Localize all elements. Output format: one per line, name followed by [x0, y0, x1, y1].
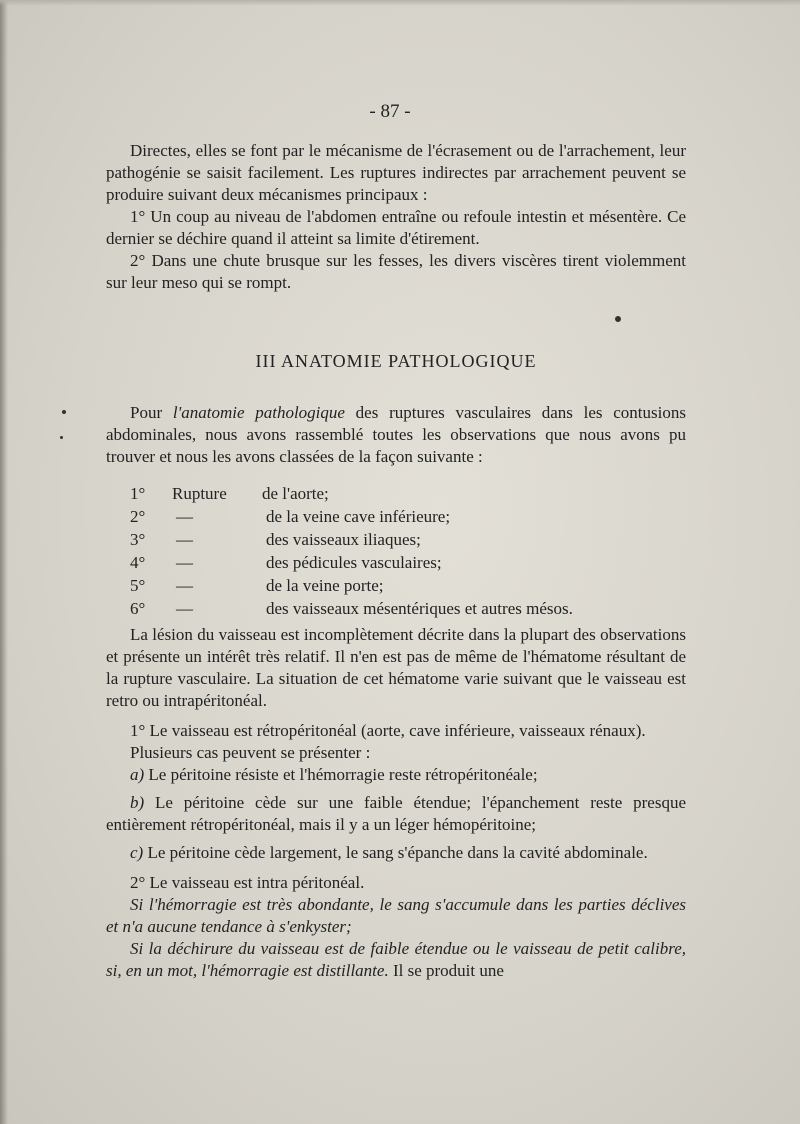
- list-dash: —: [176, 576, 193, 595]
- list-item: [130, 597, 686, 620]
- list-number: 1°: [130, 484, 146, 503]
- case-item: [106, 792, 686, 836]
- paragraph: [106, 938, 686, 982]
- case-item: [106, 764, 686, 786]
- paragraph: [106, 402, 686, 468]
- list-label: de la veine porte;: [266, 576, 384, 595]
- spacer: [106, 864, 686, 872]
- list-dash: Rupture: [172, 484, 227, 503]
- italic-text: Si la déchirure du vaisseau est de faible étendue ou le vaisseau de petit calibre, si, en un mot, l'hémorragie est distillante.: [106, 939, 686, 980]
- list-dash: —: [176, 599, 193, 618]
- list-item: [130, 505, 686, 528]
- list-dash: —: [176, 553, 193, 572]
- list-number: 2°: [130, 507, 146, 526]
- trailing-text: Il se produit une: [388, 961, 504, 980]
- paragraph: 1° Un coup au niveau de l'abdomen entraîne ou refoule intestin et mésentère. Ce dernier se déchire quand il atteint sa limite d'étirement.: [106, 207, 686, 248]
- paragraph: Plusieurs cas peuvent se présenter :: [130, 743, 371, 762]
- list-item: [130, 551, 686, 574]
- list-item: [130, 574, 686, 597]
- lead-italic: l'anatomie pathologique: [172, 403, 345, 422]
- case-text: Le péritoine cède largement, le sang s'épanche dans la cavité abdominale.: [147, 843, 648, 862]
- list-number: 5°: [130, 576, 146, 595]
- case-letter: c): [130, 843, 144, 862]
- lead-text: des ruptures vasculaires dans les contusions abdominales, nous avons rassemblé toutes les observations que nous avons pu trouver et nous les avons classées de la façon suivante :: [106, 403, 686, 466]
- list-label: des pédicules vasculaires;: [266, 553, 442, 572]
- ink-speck: [615, 316, 621, 322]
- section-heading: III ANATOMIE PATHOLOGIQUE: [255, 351, 537, 371]
- paragraph: 2° Dans une chute brusque sur les fesses, les divers viscères tirent violemment sur leur meso qui se rompt.: [106, 251, 686, 292]
- list-item: [130, 482, 686, 505]
- italic-text: Si l'hémorragie est très abondante, le sang s'accumule dans les parties déclives et n'a aucune tendance à s'enkyster;: [106, 895, 686, 936]
- ink-speck: [60, 436, 63, 439]
- text-body: [106, 140, 686, 982]
- paragraph: La lésion du vaisseau est incomplètement décrite dans la plupart des observations et présente un intérêt très relatif. Il n'en est pas de même de l'hématome résultant de la rupture vasculaire. La situation de cet hématome varie suivant que le vaisseau est retro ou intrapéritonéal.: [106, 625, 686, 710]
- paragraph: 2° Le vaisseau est intra péritonéal.: [130, 873, 365, 892]
- list-label: de l'aorte;: [262, 484, 329, 503]
- case-text: Le péritoine résiste et l'hémorragie reste rétropéritonéale;: [148, 765, 538, 784]
- rupture-list: [130, 482, 686, 620]
- list-item: [130, 528, 686, 551]
- spacer: [106, 712, 686, 720]
- list-label: des vaisseaux iliaques;: [266, 530, 421, 549]
- case-item: [106, 842, 686, 864]
- page-number: - 87 -: [369, 101, 411, 122]
- paragraph: 1° Le vaisseau est rétropéritonéal (aorte, cave inférieure, vaisseaux rénaux).: [130, 721, 646, 740]
- lead-text: Pour: [130, 403, 173, 422]
- list-dash: —: [176, 507, 193, 526]
- list-number: 4°: [130, 553, 146, 572]
- paragraph: [106, 894, 686, 938]
- case-text: Le péritoine cède sur une faible étendue; l'épanchement reste presque entièrement rétropéritonéal, mais il y a un léger hémopéritoine;: [106, 793, 687, 834]
- paragraph: Directes, elles se font par le mécanisme de l'écrasement ou de l'arrachement, leur pathogénie se saisit facilement. Les ruptures indirectes par arrachement peuvent se produire suivant deux mécanismes principaux :: [106, 141, 686, 204]
- list-number: 3°: [130, 530, 146, 549]
- list-dash: —: [176, 530, 193, 549]
- list-label: des vaisseaux mésentériques et autres mésos.: [266, 599, 573, 618]
- list-label: de la veine cave inférieure;: [266, 507, 451, 526]
- case-letter: a): [130, 765, 145, 784]
- case-letter: b): [130, 793, 145, 812]
- list-number: 6°: [130, 599, 146, 618]
- ink-speck: [62, 410, 66, 414]
